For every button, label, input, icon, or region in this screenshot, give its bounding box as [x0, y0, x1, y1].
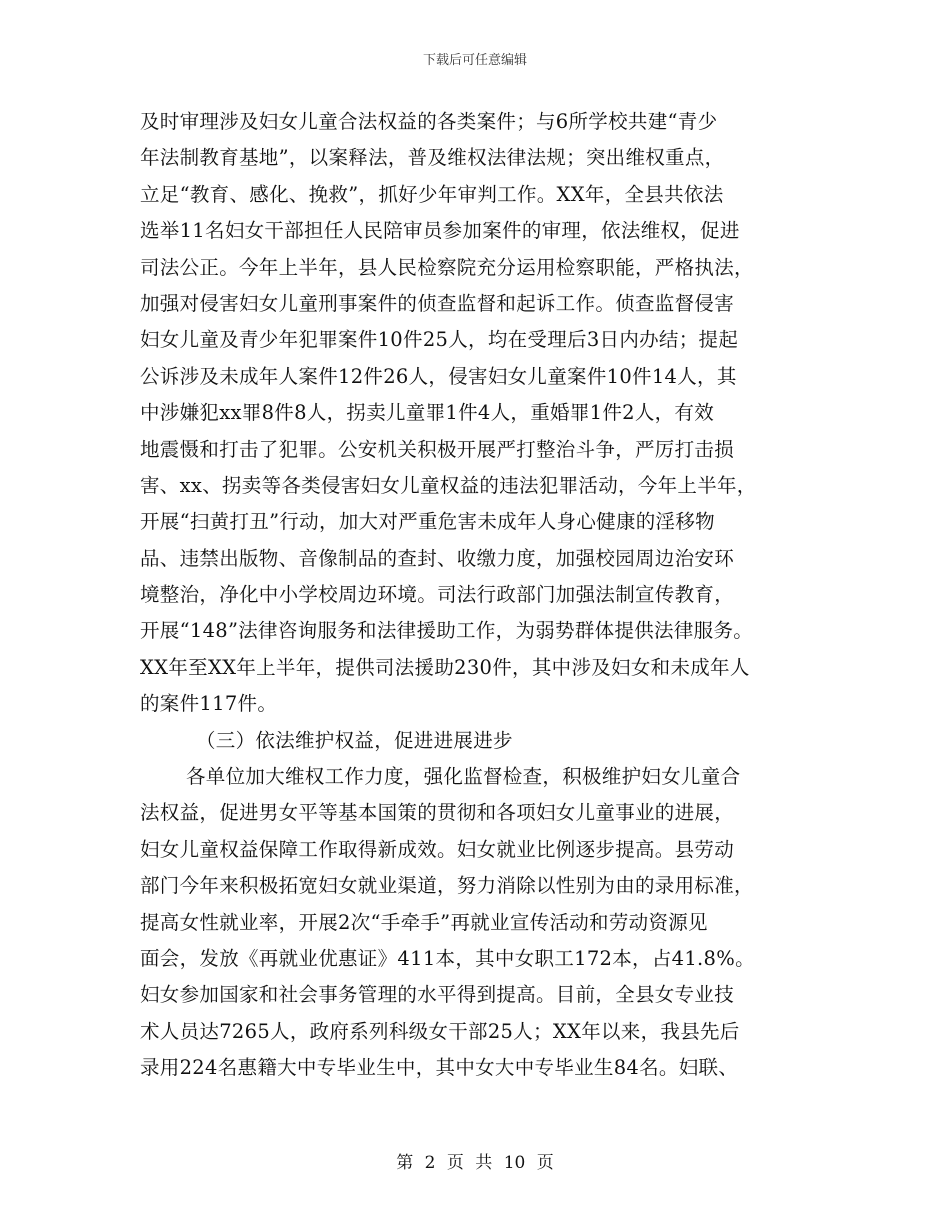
body-line: 害、xx、拐卖等各类侵害妇女儿童权益的违法犯罪活动，今年上半年， — [140, 473, 757, 497]
page-header: 下载后可任意编辑 — [422, 53, 527, 68]
body-line: 开展“扫黄打丑”行动，加大对严重危害未成年人身心健康的淫移物 — [140, 510, 715, 534]
body-line: 妇女儿童权益保障工作取得新成效。妇女就业比例逐步提高。县劳动 — [140, 837, 735, 861]
body-line: 法权益，促进男女平等基本国策的贯彻和各项妇女儿童事业的进展， — [140, 801, 735, 825]
body-line: 公诉涉及未成年人案件12件26人，侵害妇女儿童案件10件14人，其 — [140, 364, 737, 388]
body-line: 立足“教育、感化、挽救”，抓好少年审判工作。XX年，全县共依法 — [140, 182, 724, 206]
body-line: 录用224名惠籍大中专毕业生中，其中女大中专毕业生84名。妇联、 — [140, 1056, 739, 1080]
body-line: 地震慑和打击了犯罪。公安机关积极开展严打整治斗争，严厉打击损 — [140, 437, 735, 461]
body-line: 面会，发放《再就业优惠证》411本，其中女职工172本，占41.8%。 — [140, 946, 755, 970]
body-line: 品、违禁出版物、音像制品的查封、收缴力度，加强校园周边治安环 — [140, 546, 735, 570]
body-line: 部门今年来积极拓宽妇女就业渠道，努力消除以性别为由的录用标准， — [140, 874, 754, 898]
body-line: 加强对侵害妇女儿童刑事案件的侦查监督和起诉工作。侦查监督侵害 — [140, 291, 735, 315]
body-line: 年法制教育基地”，以案释法，普及维权法律法规；突出维权重点， — [140, 146, 725, 170]
body-line: XX年至XX年上半年，提供司法援助230件，其中涉及妇女和未成年人 — [140, 655, 750, 679]
section-heading: （三）依法维护权益，促进进展进步 — [196, 728, 513, 752]
body-line: 及时审理涉及妇女儿童合法权益的各类案件；与6所学校共建“青少 — [140, 110, 718, 133]
body-line: 妇女儿童及青少年犯罪案件10件25人，均在受理后3日内办结；提起 — [140, 328, 739, 352]
body-line: 提高女性就业率，开展2次“手牵手”再就业宣传活动和劳动资源见 — [140, 910, 708, 934]
page-number-footer: 第 2 页 共 10 页 — [396, 1153, 554, 1173]
body-line: 术人员达7265人，政府系列科级女干部25人；XX年以来，我县先后 — [140, 1019, 740, 1043]
document-body — [140, 104, 830, 1087]
body-line: 开展“148”法律咨询服务和法律援助工作，为弱势群体提供法律服务。 — [140, 619, 754, 643]
body-line: 中涉嫌犯xx罪8件8人，拐卖儿童罪1件4人，重婚罪1件2人，有效 — [140, 401, 715, 425]
body-line: 选举11名妇女干部担任人民陪审员参加案件的审理，依法维权，促进 — [140, 219, 740, 243]
body-line: 的案件117件。 — [140, 692, 278, 716]
body-line: 妇女参加国家和社会事务管理的水平得到提高。目前，全县女专业技 — [140, 983, 735, 1007]
body-line: 司法公正。今年上半年，县人民检察院充分运用检察职能，严格执法， — [140, 255, 754, 279]
paragraph-first-line: 各单位加大维权工作力度，强化监督检查，积极维护妇女儿童合 — [186, 765, 741, 789]
body-line: 境整治，净化中小学校周边环境。司法行政部门加强法制宣传教育， — [140, 583, 735, 607]
